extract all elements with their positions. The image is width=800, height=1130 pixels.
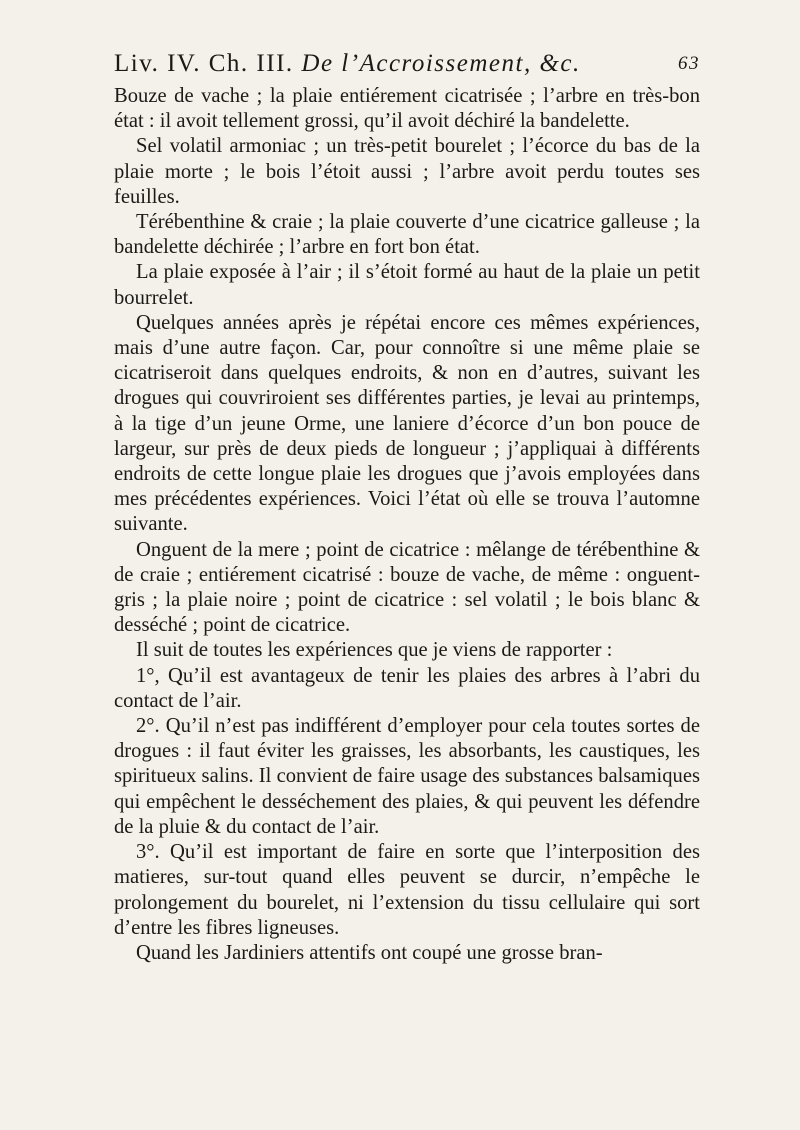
paragraph-bouze: Bouze de vache ; la plaie entiérement cicatrisée ; l’arbre en très-bon état : il avoit tellement grossi, qu’il avoit déchiré la bandelette. [114, 85, 700, 133]
book-page [114, 44, 700, 966]
paragraph-point-2: 2°. Qu’il n’est pas indifférent d’employer pour cela toutes sortes de drogues : il faut éviter les graisses, les absorbants, les caustiques, les spiritueux salins. Il convient de faire usage des substances balsamiques qui empêchent le desséchement des plaies, & qui peuvent les défendre de la pluie & du contact de l’air. [114, 715, 700, 838]
paragraph-sel-volatil: Sel volatil armoniac ; un très-petit bourelet ; l’écorce du bas de la plaie morte ; le bois l’étoit aussi ; l’arbre avoit perdu toutes ses feuilles. [114, 135, 700, 208]
running-head [114, 44, 700, 84]
paragraph-terebenthine: Térébenthine & craie ; la plaie couverte d’une cicatrice galleuse ; la bandelette déchirée ; l’arbre en fort bon état. [114, 211, 700, 259]
paragraph-plaie-exposee: La plaie exposée à l’air ; il s’étoit formé au haut de la plaie un petit bourrelet. [114, 261, 700, 309]
paragraph-jardiniers: Quand les Jardiniers attentifs ont coupé une grosse bran- [136, 941, 603, 964]
paragraph-point-1: 1°, Qu’il est avantageux de tenir les plaies des arbres à l’abri du contact de l’air. [114, 664, 700, 712]
book-chapter-label: Liv. IV. Ch. III. [114, 50, 294, 77]
body-text [114, 84, 700, 966]
running-title: De l’Accroissement, &c. [301, 50, 581, 77]
paragraph-point-3: 3°. Qu’il est important de faire en sorte que l’interposition des matieres, sur-tout quand elles peuvent se durcir, n’empêche le prolongement du bourelet, ni l’extension du tissu cellulaire qui sort d’entre les fibres ligneuses. [114, 841, 700, 939]
page-number: 63 [678, 53, 700, 74]
paragraph-quelques-annees: Quelques années après je répétai encore ces mêmes expériences, mais d’une autre façon. Car, pour connoître si une même plaie se cicatriseroit dans quelques endroits, & non en d’autres, suivant les drogues qui couvriroient ses différentes parties, je levai au printemps, à la tige d’un jeune Orme, une laniere d’écorce d’un bon pouce de largeur, sur près de deux pieds de longueur ; j’appliquai à différents endroits de cette longue plaie les drogues que j’avois employées dans mes précédentes expériences. Voici l’état où elle se trouva l’automne suivante. [114, 311, 700, 536]
paragraph-onguent: Onguent de la mere ; point de cicatrice : mêlange de térébenthine & de craie ; entiérement cicatrisé : bouze de vache, de même : onguent-gris ; la plaie noire ; point de cicatrice : sel volatil ; le bois blanc & desséché ; point de cicatrice. [114, 538, 700, 637]
paragraph-il-suit: Il suit de toutes les expériences que je viens de rapporter : [136, 639, 613, 662]
